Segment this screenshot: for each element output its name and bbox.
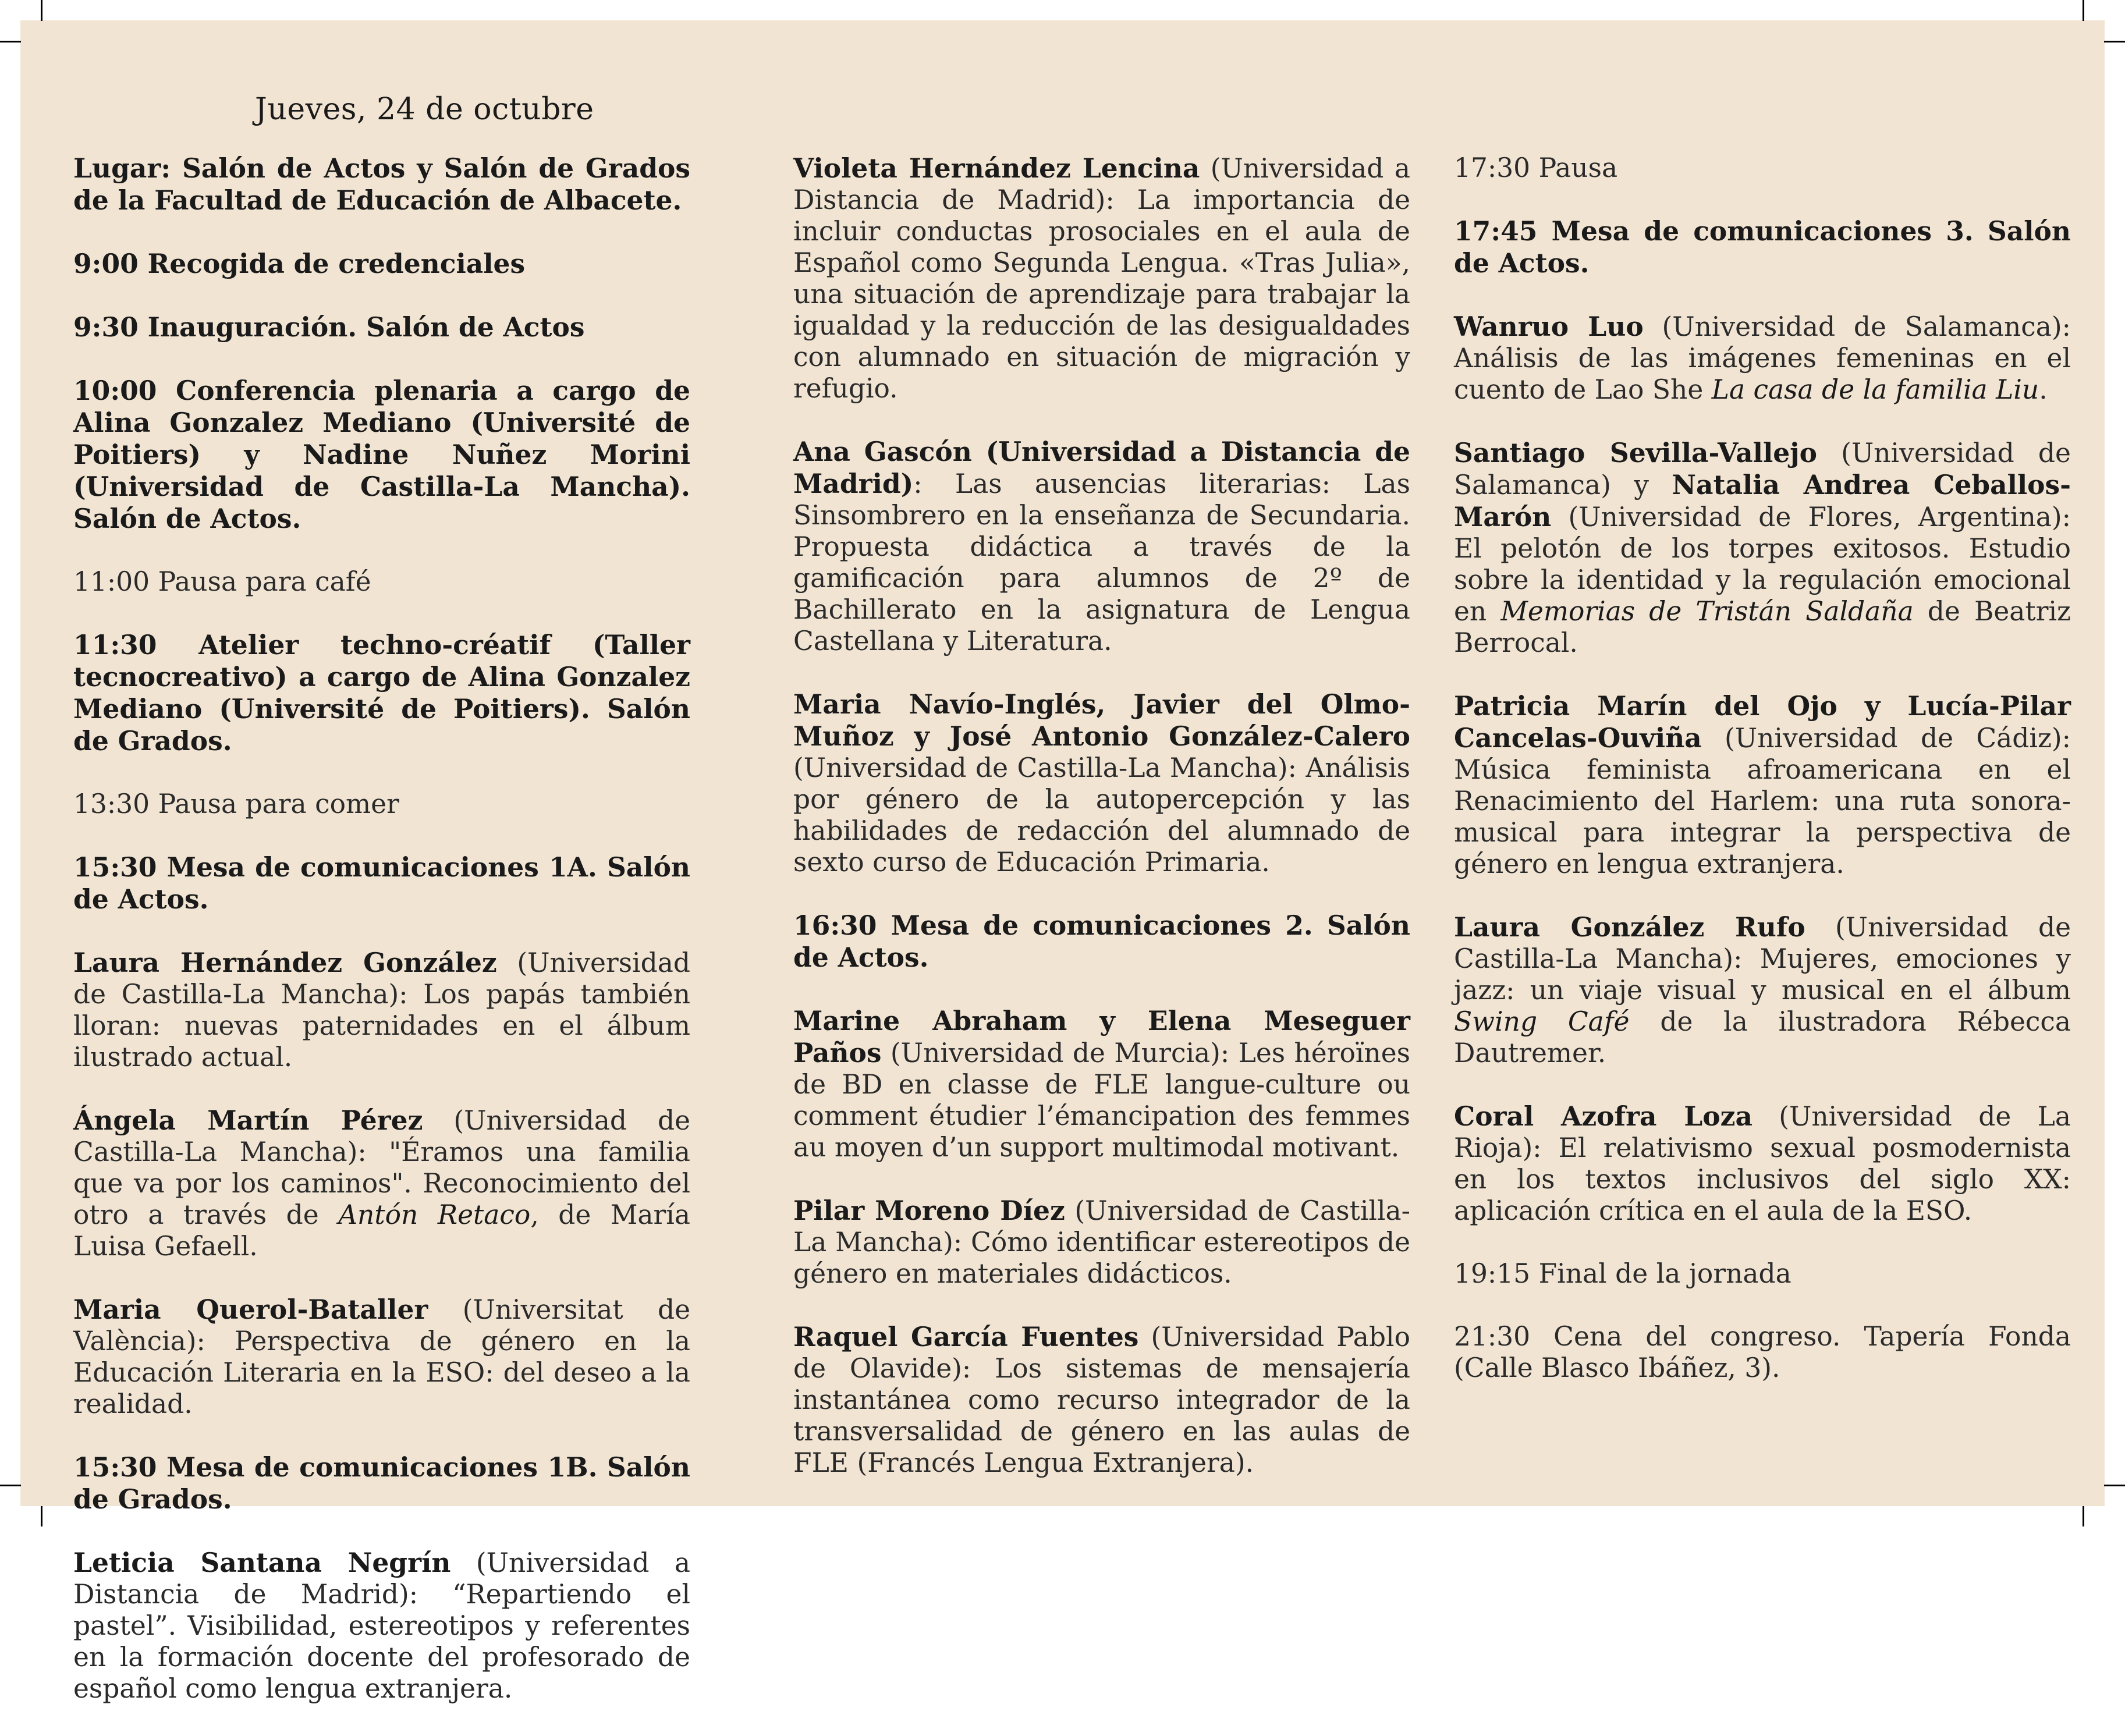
program-entry <box>1454 1100 2071 1227</box>
entry-text: de la ilustradora Rébecca Dautremer. <box>1454 1006 2071 1068</box>
entry-highlight: 15:30 Mesa de comunicaciones 1A. Salón de Actos. <box>73 851 690 915</box>
entry-text: 13:30 Pausa para comer <box>73 789 399 819</box>
program-entry <box>1454 311 2071 406</box>
program-entry <box>73 789 690 820</box>
program-entry <box>1454 1321 2071 1384</box>
entry-highlight: Ana Gascón (Universidad a Distancia de Madrid) <box>793 436 1410 499</box>
entry-highlight: 11:30 Atelier techno-créatif (Taller tecnocreativo) a cargo de Alina Gonzalez Mediano (Université de Poitiers). Salón de Grados. <box>73 629 690 757</box>
program-entry <box>793 436 1410 657</box>
entry-text: 21:30 Cena del congreso. Tapería Fonda (Calle Blasco Ibáñez, 3). <box>1454 1321 2071 1383</box>
crop-mark <box>0 1485 21 1486</box>
entry-text: de Beatriz Berrocal. <box>1454 596 2071 658</box>
entry-title-italic: Swing Café <box>1454 1006 1630 1037</box>
program-entry <box>73 1105 690 1262</box>
entry-text: (Universidad a Distancia de Madrid): “Repartiendo el pastel”. Visibilidad, estereotipos y referentes en la formación docente del profesorado de español como lengua extranjera. <box>73 1547 690 1704</box>
program-entry <box>73 629 690 757</box>
entry-highlight: 9:30 Inauguración. Salón de Actos <box>73 311 585 343</box>
crop-mark <box>2083 0 2084 21</box>
program-entry <box>73 947 690 1073</box>
entry-text: (Universidad de Murcia): Les héroïnes de BD en classe de FLE langue-culture ou comment étudier l’émancipation des femmes au moyen d’un support multimodal motivant. <box>793 1038 1410 1163</box>
program-entry <box>793 1005 1410 1163</box>
entry-highlight: Maria Querol-Bataller <box>73 1294 428 1325</box>
program-entry <box>73 248 690 280</box>
entry-text: (Universidad de Castilla-La Mancha): Mujeres, emociones y jazz: un viaje visual y musical en el álbum <box>1454 912 2071 1006</box>
crop-mark <box>0 41 21 42</box>
entry-text: : Las ausencias literarias: Las Sinsombrero en la enseñanza de Secundaria. Propuesta didáctica a través de la gamificación para alumnos de 2º de Bachillerato en la asignatura de Lengua Castellana y Literatura. <box>793 468 1410 656</box>
program-entry <box>1454 1258 2071 1290</box>
entry-highlight: Santiago Sevilla-Vallejo <box>1454 437 1817 468</box>
entry-text: (Universitat de València): Perspectiva de género en la Educación Literaria en la ESO: del deseo a la realidad. <box>73 1294 690 1419</box>
entry-highlight: Marine Abraham y Elena Meseguer Paños <box>793 1005 1410 1068</box>
crop-mark <box>2083 1506 2084 1526</box>
program-entry <box>1454 690 2071 880</box>
program-column-2 <box>793 152 1410 1510</box>
program-entry <box>73 1294 690 1420</box>
entry-text: (Universidad de Castilla-La Mancha): Cómo identificar estereotipos de género en materiales didácticos. <box>793 1195 1410 1289</box>
program-entry <box>1454 911 2071 1069</box>
entry-text: 11:00 Pausa para café <box>73 566 371 597</box>
day-heading: Jueves, 24 de octubre <box>255 92 594 127</box>
program-column-3 <box>1454 152 2071 1415</box>
entry-text: (Universidad de Salamanca) y <box>1454 438 2071 500</box>
entry-highlight: Pilar Moreno Díez <box>793 1195 1065 1226</box>
entry-highlight: 15:30 Mesa de comunicaciones 1B. Salón de Grados. <box>73 1451 690 1515</box>
entry-highlight: Natalia Andrea Ceballos-Marón <box>1454 469 2071 532</box>
entry-text: (Universidad de Flores, Argentina): El pelotón de los torpes exitosos. Estudio sobre la identidad y la regulación emocional en <box>1454 502 2071 627</box>
entry-text: (Universidad Pablo de Olavide): Los sistemas de mensajería instantánea como recurso integrador de la transversalidad de género en las aulas de FLE (Francés Lengua Extranjera). <box>793 1322 1410 1478</box>
program-entry <box>1454 437 2071 659</box>
entry-text: (Universidad de Salamanca): Análisis de las imágenes femeninas en el cuento de Lao She <box>1454 311 2071 405</box>
entry-highlight: Ángela Martín Pérez <box>73 1105 423 1136</box>
program-entry <box>793 152 1410 404</box>
entry-text: 19:15 Final de la jornada <box>1454 1258 1791 1289</box>
program-entry <box>1454 215 2071 279</box>
program-entry <box>73 152 690 216</box>
program-entry <box>73 375 690 535</box>
program-entry <box>793 1195 1410 1290</box>
entry-highlight: Laura González Rufo <box>1454 911 1805 943</box>
entry-highlight: 10:00 Conferencia plenaria a cargo de Alina Gonzalez Mediano (Université de Poitiers) y Nadine Nuñez Morini (Universidad de Castilla-La Mancha). Salón de Actos. <box>73 375 690 534</box>
entry-highlight: Laura Hernández González <box>73 947 497 978</box>
program-column-1 <box>73 152 690 1736</box>
entry-highlight: Raquel García Fuentes <box>793 1321 1139 1352</box>
program-entry <box>793 910 1410 974</box>
entry-text: . <box>2039 374 2048 405</box>
entry-highlight: 17:45 Mesa de comunicaciones 3. Salón de Actos. <box>1454 215 2071 279</box>
program-entry <box>793 688 1410 878</box>
entry-text: (Universidad de Castilla-La Mancha): Análisis por género de la autopercepción y las habilidades de redacción del alumnado de sexto curso de Educación Primaria. <box>793 752 1410 878</box>
program-entry <box>73 1451 690 1515</box>
entry-highlight: 16:30 Mesa de comunicaciones 2. Salón de Actos. <box>793 910 1410 973</box>
entry-highlight: Leticia Santana Negrín <box>73 1547 451 1578</box>
entry-highlight: 9:00 Recogida de credenciales <box>73 248 526 279</box>
entry-text: , de María Luisa Gefaell. <box>73 1199 690 1262</box>
crop-mark <box>41 1506 42 1526</box>
entry-title-italic: La casa de la familia Liu <box>1711 374 2039 405</box>
entry-highlight: Coral Azofra Loza <box>1454 1100 1752 1132</box>
entry-highlight: Patricia Marín del Ojo y Lucía-Pilar Cancelas-Ouviña <box>1454 690 2071 754</box>
program-entry <box>793 1321 1410 1479</box>
crop-mark <box>41 0 42 21</box>
crop-mark <box>2104 41 2125 42</box>
entry-text: (Universidad de La Rioja): El relativismo sexual posmodernista en los textos inclusivos del siglo XX: aplicación crítica en el aula de la ESO. <box>1454 1101 2071 1226</box>
program-entry <box>73 311 690 343</box>
program-entry <box>73 1547 690 1705</box>
entry-text: (Universidad a Distancia de Madrid): La importancia de incluir conductas prosociales en el aula de Español como Segunda Lengua. «Tras Julia», una situación de aprendizaje para trabajar la igualdad y la reducción de las desigualdades con alumnado en situación de migración y refugio. <box>793 153 1411 404</box>
entry-text: (Universidad de Castilla-La Mancha): "Éramos una familia que va por los caminos". Reconocimiento del otro a través de <box>73 1105 690 1230</box>
program-entry <box>73 851 690 915</box>
entry-highlight: Wanruo Luo <box>1454 311 1644 342</box>
entry-text: (Universidad de Castilla-La Mancha): Los papás también lloran: nuevas paternidades en el álbum ilustrado actual. <box>73 947 690 1073</box>
entry-text: 17:30 Pausa <box>1454 152 1618 183</box>
entry-highlight: Maria Navío-Inglés, Javier del Olmo-Muñoz y José Antonio González-Calero <box>793 688 1410 752</box>
entry-text: (Universidad de Cádiz): Música feminista afroamericana en el Renacimiento del Harlem: una ruta sonora-musical para integrar la perspectiva de género en lengua extranjera. <box>1454 723 2071 879</box>
program-entry <box>1454 152 2071 184</box>
program-entry <box>73 566 690 598</box>
crop-mark <box>2104 1485 2125 1486</box>
entry-title-italic: Antón Retaco <box>338 1199 531 1230</box>
entry-highlight: Violeta Hernández Lencina <box>793 152 1200 184</box>
entry-title-italic: Memorias de Tristán Saldaña <box>1500 596 1914 627</box>
entry-highlight: Lugar: Salón de Actos y Salón de Grados de la Facultad de Educación de Albacete. <box>73 152 690 216</box>
